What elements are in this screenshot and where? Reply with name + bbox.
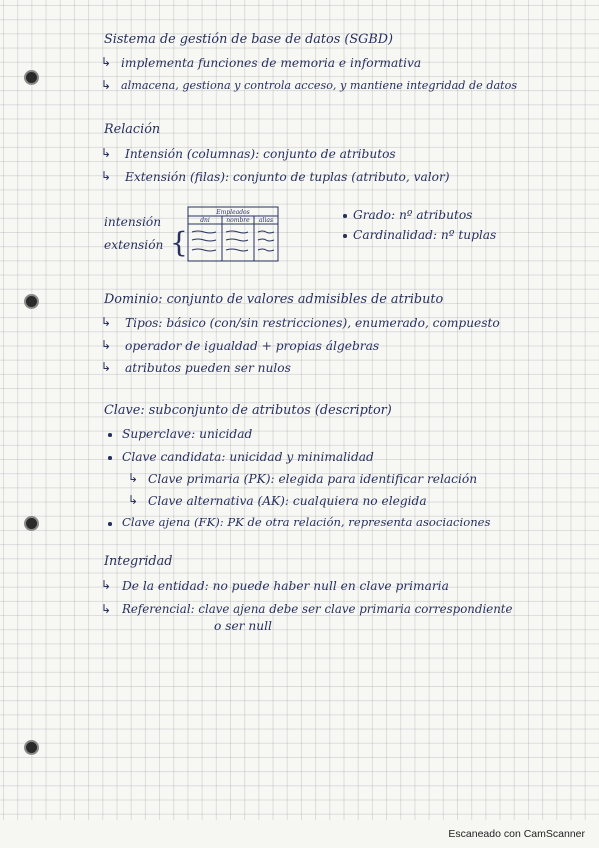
relacion-bullet: Cardinalidad: nº tuplas: [353, 228, 497, 242]
bullet-icon: [108, 433, 112, 437]
clave-sub-item: Clave alternativa (AK): cualquiera no elegida: [148, 494, 427, 508]
arrow-icon: ↳: [101, 78, 112, 92]
arrow-icon: ↳: [101, 578, 112, 592]
sgbd-item: almacena, gestiona y controla acceso, y mantiene integridad de datos: [121, 79, 518, 92]
dominio-item: operador de igualdad + propias álgebras: [125, 339, 380, 353]
sgbd-item: implementa funciones de memoria e informativa: [121, 56, 422, 70]
brace-icon: {: [170, 226, 188, 259]
dominio-item: Tipos: básico (con/sin restricciones), enumerado, compuesto: [125, 316, 500, 330]
column-header: alias: [258, 217, 274, 224]
section-title-clave: Clave: subconjunto de atributos (descriptor): [104, 403, 392, 418]
column-header: dni: [200, 217, 210, 224]
relacion-item: Extensión (filas): conjunto de tuplas (atributo, valor): [125, 170, 450, 184]
table-title: Empleados: [216, 209, 250, 216]
section-title-sgbd: Sistema de gestión de base de datos (SGBD): [104, 32, 394, 47]
arrow-icon: ↳: [101, 146, 112, 160]
relacion-item: Intensión (columnas): conjunto de atributos: [125, 147, 396, 161]
arrow-icon: ↳: [101, 602, 112, 616]
arrow-icon: ↳: [101, 338, 112, 352]
section-title-integridad: Integridad: [104, 554, 173, 569]
section-title-dominio: Dominio: conjunto de valores admisibles de atributo: [104, 292, 444, 307]
bullet-icon: [343, 214, 347, 218]
dominio-item: atributos pueden ser nulos: [125, 361, 291, 375]
bullet-icon: [108, 522, 112, 526]
label-intension: intensión: [104, 215, 162, 229]
column-header: nombre: [226, 217, 250, 224]
arrow-icon: ↳: [128, 493, 139, 507]
integridad-continuation: o ser null: [214, 619, 272, 633]
arrow-icon: ↳: [101, 315, 112, 329]
label-extension: extensión: [104, 238, 164, 252]
arrow-icon: ↳: [101, 55, 112, 69]
clave-ajena: Clave ajena (FK): PK de otra relación, representa asociaciones: [122, 515, 491, 529]
relacion-bullet: Grado: nº atributos: [353, 208, 473, 222]
clave-sub-item: Clave primaria (PK): elegida para identificar relación: [148, 472, 478, 486]
scanner-watermark: Escaneado con CamScanner: [448, 828, 585, 840]
arrow-icon: ↳: [101, 360, 112, 374]
integridad-item: Referencial: clave ajena debe ser clave primaria correspondiente: [122, 602, 513, 616]
bullet-icon: [343, 234, 347, 238]
binder-hole: [26, 518, 37, 529]
bullet-icon: [108, 456, 112, 460]
clave-candidata: Clave candidata: unicidad y minimalidad: [122, 450, 374, 464]
arrow-icon: ↳: [128, 471, 139, 485]
section-title-relacion: Relación: [104, 122, 161, 137]
integridad-item: De la entidad: no puede haber null en clave primaria: [122, 579, 449, 593]
clave-superclave: Superclave: unicidad: [122, 427, 253, 441]
relation-table-diagram: [174, 206, 280, 262]
binder-hole: [26, 296, 37, 307]
binder-hole: [26, 72, 37, 83]
arrow-icon: ↳: [101, 169, 112, 183]
binder-hole: [26, 742, 37, 753]
